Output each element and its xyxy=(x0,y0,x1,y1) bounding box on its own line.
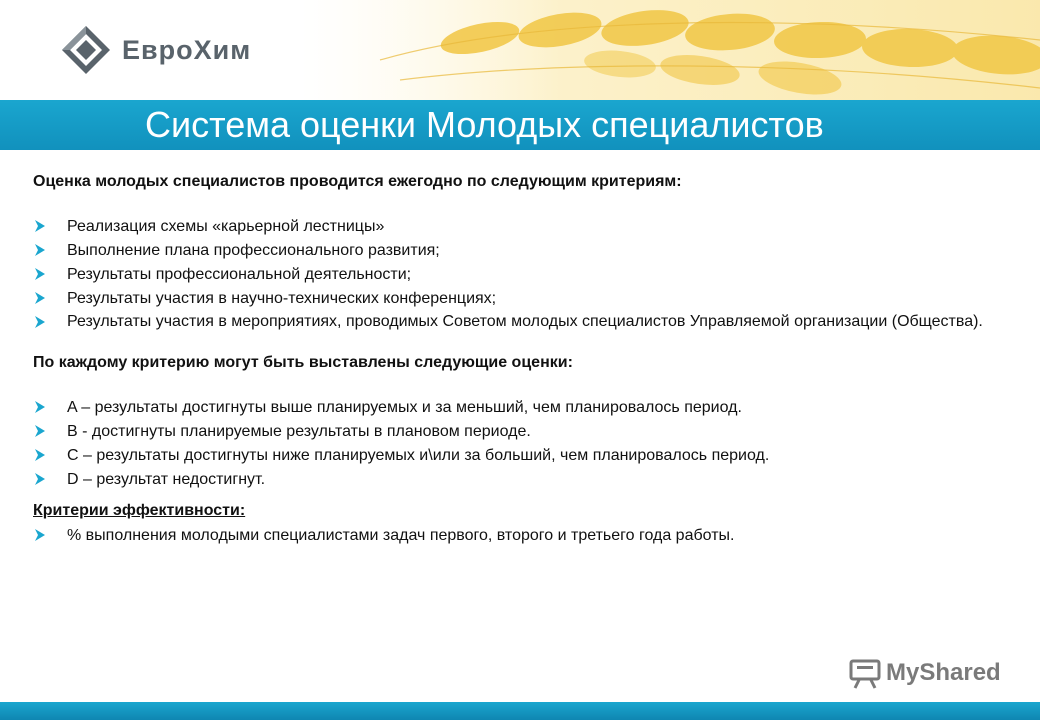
list-item: Результаты профессиональной деятельности; xyxy=(33,264,993,285)
arrow-bullet-icon xyxy=(33,400,47,414)
watermark-text: MyShared xyxy=(886,659,1001,686)
section-criteria-heading: Оценка молодых специалистов проводится ежегодно по следующим критериям: xyxy=(33,173,682,190)
section-efficiency-heading: Критерии эффективности: xyxy=(33,502,246,519)
list-item: Результаты участия в научно-технических конференциях; xyxy=(33,288,993,309)
section-grades-heading: По каждому критерию могут быть выставлены следующие оценки: xyxy=(33,354,573,371)
header xyxy=(0,0,1040,100)
content xyxy=(33,172,993,549)
arrow-bullet-icon xyxy=(33,267,47,281)
arrow-bullet-icon xyxy=(33,219,47,233)
arrow-bullet-icon xyxy=(33,448,47,462)
list-item: B - достигнуты планируемые результаты в плановом периоде. xyxy=(33,421,993,442)
list-item: Результаты участия в мероприятиях, проводимых Советом молодых специалистов Управляемой организации (Общества). xyxy=(33,312,993,332)
bottom-bar xyxy=(0,702,1040,720)
list-item: C – результаты достигнуты ниже планируемых и\или за больший, чем планировалось период. xyxy=(33,445,993,466)
arrow-bullet-icon xyxy=(33,424,47,438)
efficiency-list xyxy=(33,525,993,546)
list-item: % выполнения молодыми специалистами задач первого, второго и третьего года работы. xyxy=(33,525,993,546)
presentation-board-icon xyxy=(848,656,882,690)
list-item: A – результаты достигнуты выше планируемых и за меньший, чем планировалось период. xyxy=(33,397,993,418)
logo xyxy=(60,24,251,76)
arrow-bullet-icon xyxy=(33,528,47,542)
list-item: Выполнение плана профессионального развития; xyxy=(33,240,993,261)
criteria-list xyxy=(33,216,993,332)
arrow-bullet-icon xyxy=(33,472,47,486)
grades-list xyxy=(33,397,993,490)
eurochem-logo-icon xyxy=(60,24,112,76)
watermark xyxy=(848,656,1001,690)
arrow-bullet-icon xyxy=(33,315,47,329)
logo-text: ЕвроХим xyxy=(122,34,252,65)
arrow-bullet-icon xyxy=(33,243,47,257)
list-item: Реализация схемы «карьерной лестницы» xyxy=(33,216,993,237)
arrow-bullet-icon xyxy=(33,291,47,305)
list-item: D – результат недостигнут. xyxy=(33,469,993,490)
page-title: Система оценки Молодых специалистов xyxy=(145,104,824,145)
